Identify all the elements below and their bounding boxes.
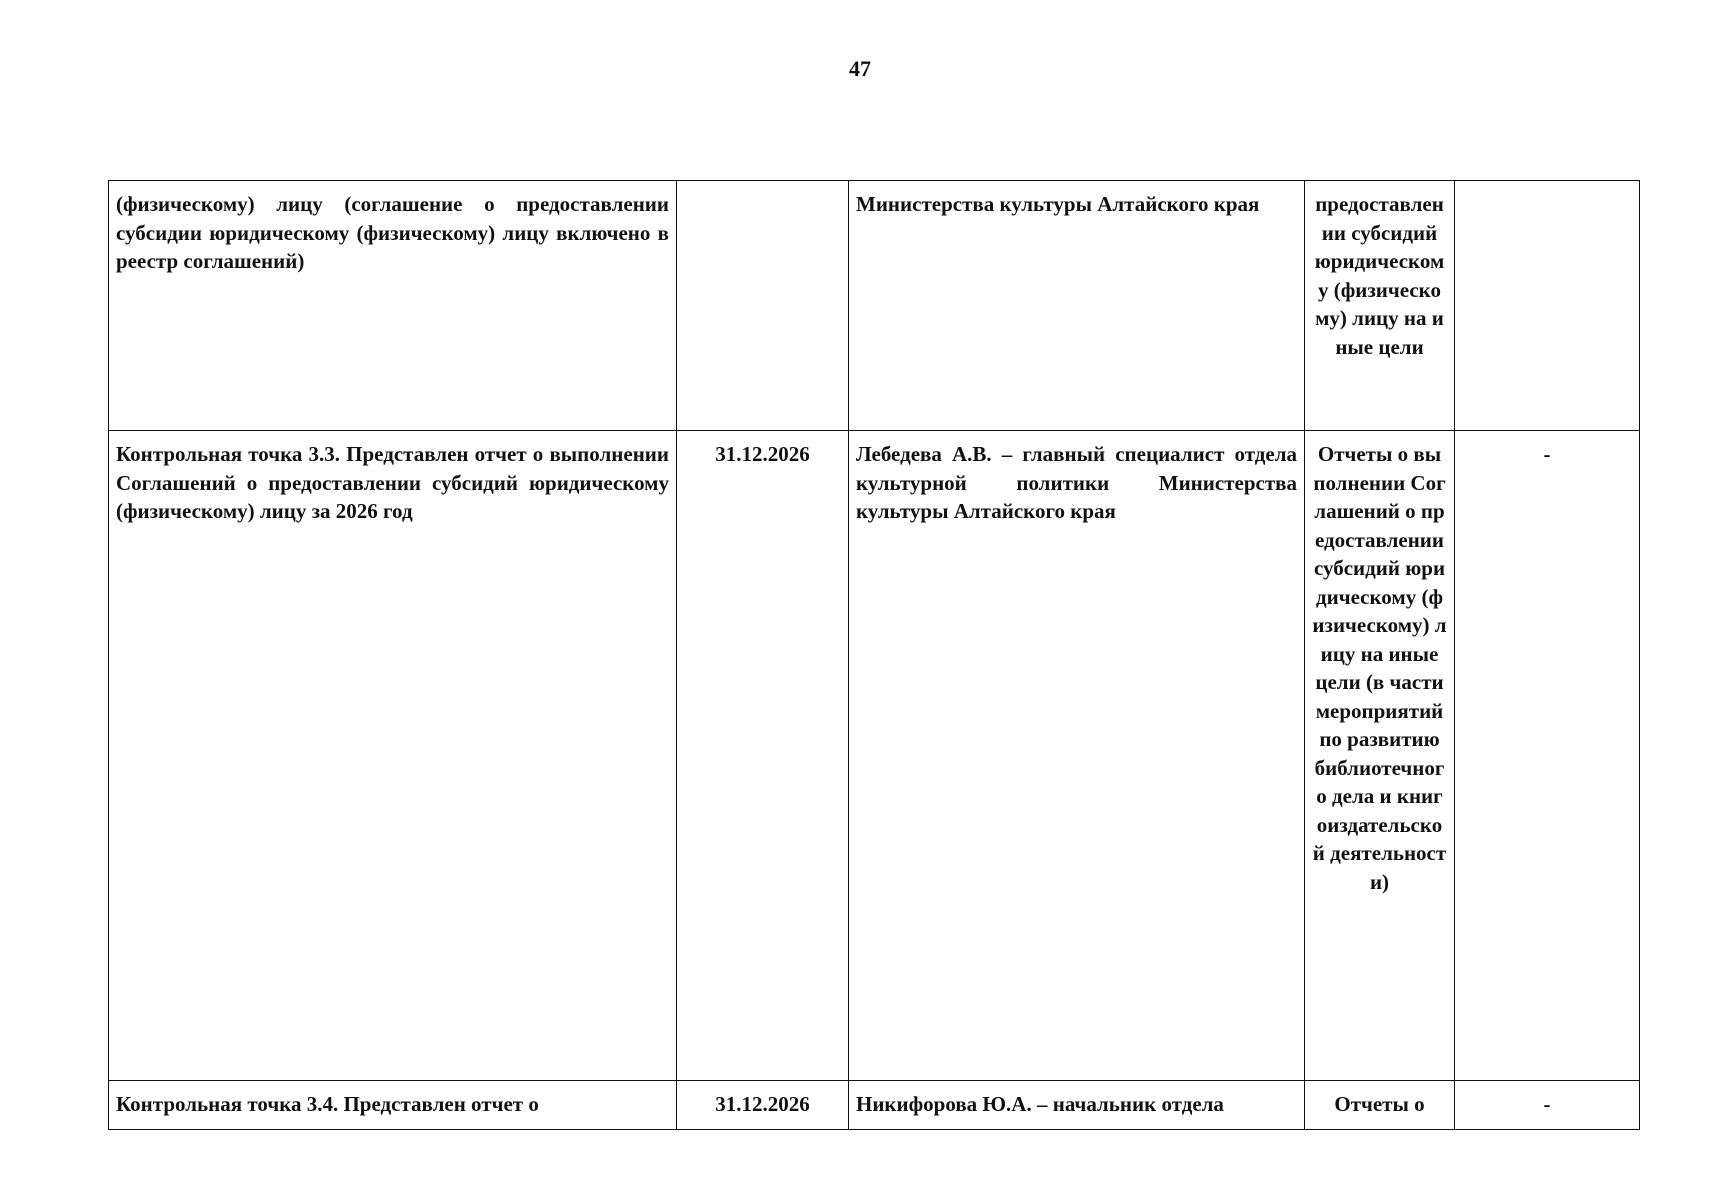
deadline-date: 31.12.2026	[677, 1081, 849, 1130]
deadline-date: 31.12.2026	[677, 431, 849, 1081]
table-row	[109, 1081, 1640, 1130]
deadline-date	[677, 181, 849, 431]
responsible-person: Лебедева А.В. – главный специалист отдела культурной политики Министерства культуры Алтайского края	[849, 431, 1305, 1081]
result-document: предоставлении субсидий юридическому (физическому) лицу на иные цели	[1305, 181, 1455, 431]
table-row	[109, 181, 1640, 431]
control-point-text: Контрольная точка 3.4. Представлен отчет о	[109, 1081, 677, 1130]
note-cell: -	[1455, 431, 1640, 1081]
page-number: 47	[849, 56, 871, 81]
control-point-text: (физическому) лицу (соглашение о предоставлении субсидии юридическому (физическому) лицу включено в реестр соглашений)	[109, 181, 677, 431]
control-point-text: Контрольная точка 3.3. Представлен отчет о выполнении Соглашений о предоставлении субсидий юридическому (физическому) лицу за 2026 год	[109, 431, 677, 1081]
note-cell: -	[1455, 1081, 1640, 1130]
control-points-table	[108, 180, 1640, 1130]
result-document: Отчеты о	[1305, 1081, 1455, 1130]
responsible-person: Никифорова Ю.А. – начальник отдела	[849, 1081, 1305, 1130]
result-document: Отчеты о выполнении Соглашений о предоставлении субсидий юридическому (физическому) лицу на иные цели (в части мероприятий по развитию библиотечного дела и книгоиздательской деятельности)	[1305, 431, 1455, 1081]
note-cell	[1455, 181, 1640, 431]
table-row	[109, 431, 1640, 1081]
responsible-person: Министерства культуры Алтайского края	[849, 181, 1305, 431]
